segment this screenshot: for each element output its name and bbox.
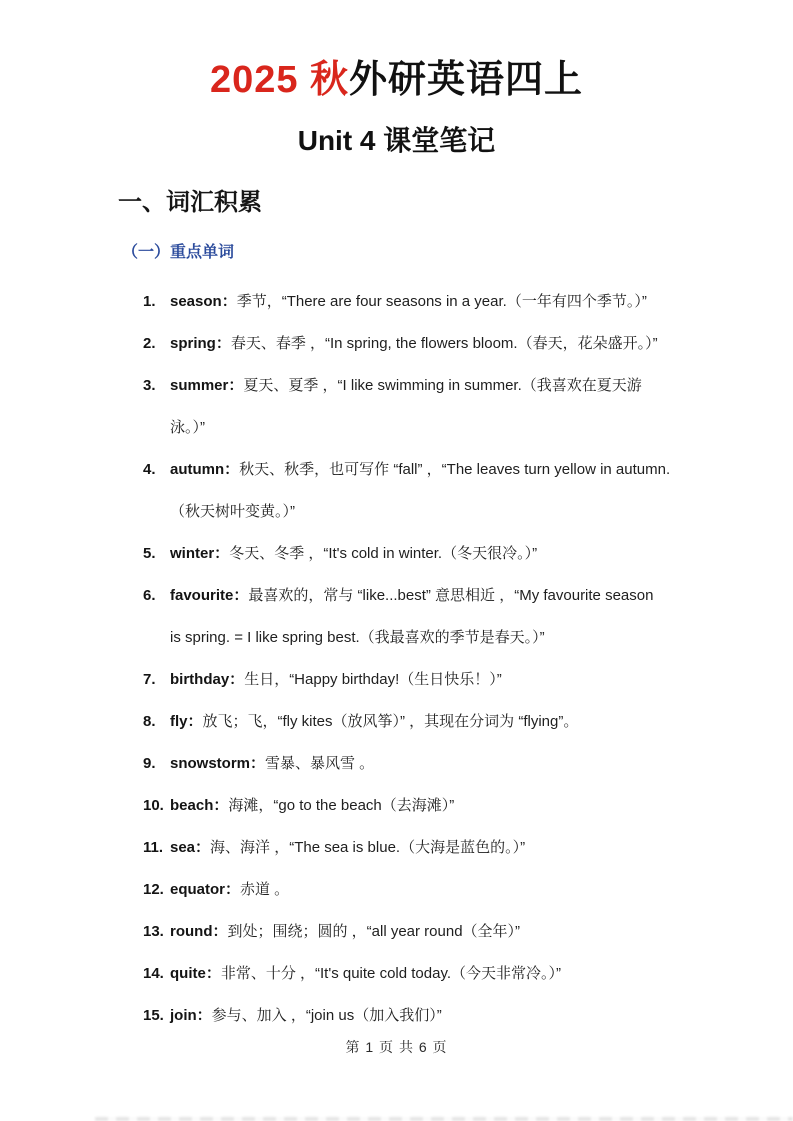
item-definition: 到处；围绕；圆的 ，“all year round（全年）” [227,923,521,940]
item-line-1 [170,911,768,953]
item-word: favourite： [170,587,249,604]
item-number: 1. [143,293,156,310]
item-definition: 生日，“Happy birthday!（生日快乐！）” [244,671,502,688]
item-text [170,449,768,533]
item-number: 8. [143,713,156,730]
item-word: sea： [170,839,211,856]
item-number: 9. [143,755,156,772]
vocab-item [143,911,768,953]
item-number: 11. [143,839,164,856]
item-definition: 海、海洋 ，“The sea is blue.（大海是蓝色的。）” [210,839,526,856]
item-definition: 海滩，“go to the beach（去海滩）” [228,797,455,814]
item-number: 10. [143,797,164,814]
item-line-1 [170,995,768,1037]
item-number: 6. [143,587,156,604]
page-title-rest: 外研英语四上 [349,59,584,101]
vocab-item [143,953,768,995]
item-number: 5. [143,545,156,562]
item-number: 3. [143,377,156,394]
section-heading: 一、词汇积累 [118,189,262,216]
vocab-item [143,449,768,533]
item-line-1 [170,365,768,407]
vocab-item [143,575,768,659]
item-text [170,575,768,659]
item-word: summer： [170,377,244,394]
item-word: fly： [170,713,203,730]
item-number: 2. [143,335,156,352]
item-word: quite： [170,965,221,982]
item-word: birthday： [170,671,245,688]
item-text [170,911,768,953]
next-page-edge [95,1117,793,1121]
vocab-item [143,281,768,323]
item-text [170,869,768,911]
item-line-1 [170,701,768,743]
item-line-1 [170,785,768,827]
item-text [170,281,768,323]
item-word: round： [170,923,228,940]
item-line-1 [170,281,768,323]
vocab-item [143,995,768,1037]
vocab-item [143,323,768,365]
item-line-2: 泳。）” [170,419,205,436]
item-word: autumn： [170,461,240,478]
vocab-item [143,365,768,449]
item-word: beach： [170,797,229,814]
item-line-1 [170,659,768,701]
item-word: winter： [170,545,230,562]
item-line-1 [170,953,768,995]
item-word: season： [170,293,237,310]
item-text [170,743,768,785]
item-number: 12. [143,881,164,898]
item-definition: 非常、十分 ，“It's quite cold today.（今天非常冷。）” [220,965,561,982]
vocab-item [143,785,768,827]
item-line-1 [170,449,768,491]
item-text [170,533,768,575]
item-definition: 夏天、夏季 ，“I like swimming in summer.（我喜欢在夏天游 [243,377,642,394]
item-definition: 赤道 。 [240,881,290,898]
item-text [170,785,768,827]
item-line-2: is spring. = I like spring best.（我最喜欢的季节是春天。）” [170,629,545,646]
page-number: 第 1 页 共 6 页 [345,1039,448,1055]
subsection-heading: （一）重点单词 [122,244,235,261]
item-number: 7. [143,671,156,688]
item-text [170,701,768,743]
item-line-1 [170,743,768,785]
vocab-item [143,743,768,785]
item-line-2: （秋天树叶变黄。）” [170,503,295,520]
item-text [170,659,768,701]
vocab-item [143,701,768,743]
page-title-year: 2025 秋 [209,59,350,101]
item-line-1 [170,323,768,365]
item-definition: 秋天、秋季，也可写作 “fall” ，“The leaves turn yellow in autumn. [239,461,671,478]
vocab-item [143,533,768,575]
item-word: join： [170,1007,212,1024]
item-line-1 [170,575,768,617]
page-subtitle: Unit 4 课堂笔记 [297,125,496,156]
vocab-item [143,869,768,911]
item-text [170,323,768,365]
item-definition: 冬天、冬季 ，“It's cold in winter.（冬天很冷。）” [229,545,538,562]
item-text [170,365,768,449]
item-line-1 [170,869,768,911]
item-definition: 放飞；飞，“fly kites（放风筝）” ，其现在分词为 “flying”。 [202,713,579,730]
item-definition: 最喜欢的，常与 “like...best” 意思相近 ，“My favourite season [248,587,654,604]
vocab-item [143,827,768,869]
item-number: 4. [143,461,156,478]
item-definition: 参与、加入 ，“join us（加入我们）” [211,1007,442,1024]
vocab-list [143,281,768,1037]
item-word: spring： [170,335,231,352]
item-text [170,995,768,1037]
item-number: 13. [143,923,164,940]
item-definition: 春天、春季 ，“In spring, the flowers bloom.（春天，花朵盛开。）” [230,335,658,352]
item-word: snowstorm： [170,755,266,772]
item-word: equator： [170,881,241,898]
item-definition: 季节，“There are four seasons in a year.（一年有四个季节。）” [236,293,647,310]
item-text [170,827,768,869]
item-definition: 雪暴、暴风雪 。 [265,755,375,772]
item-line-1 [170,533,768,575]
item-number: 15. [143,1007,164,1024]
page-title [0,55,793,105]
vocab-item [143,659,768,701]
item-number: 14. [143,965,164,982]
item-text [170,953,768,995]
item-line-1 [170,827,768,869]
